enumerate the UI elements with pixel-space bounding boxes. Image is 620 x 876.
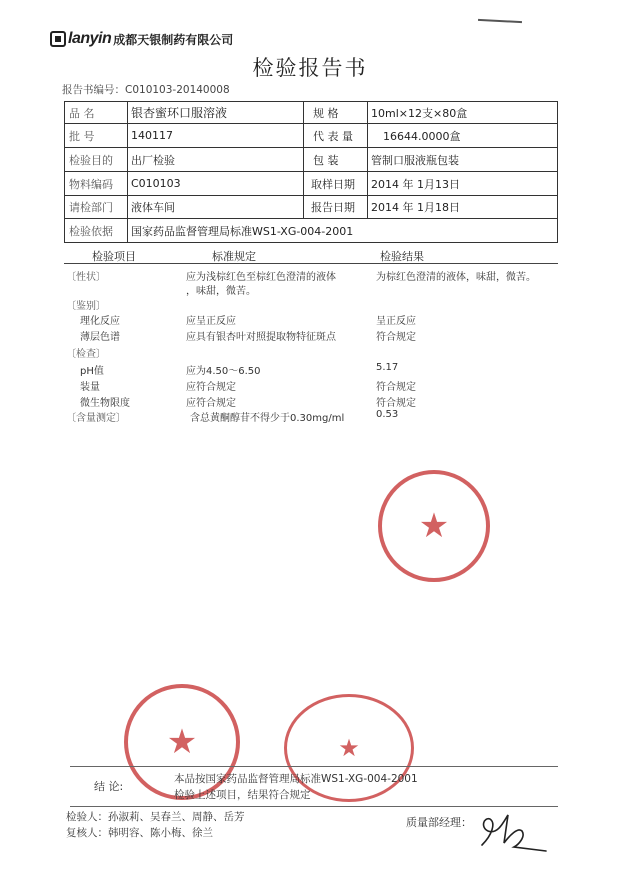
header-rule — [64, 263, 558, 264]
purpose-label: 检验目的 — [69, 153, 113, 167]
inspectors: 检验人：孙淑莉、吴春兰、周静、岳芳 — [66, 811, 245, 823]
micro-standard: 应符合规定 — [186, 398, 236, 409]
info-row — [65, 172, 557, 196]
info-row — [65, 148, 557, 172]
spec-value: 10ml×12支×80盒 — [371, 106, 468, 120]
micro-result: 符合规定 — [376, 398, 416, 409]
report-date-value: 2014 年 1月18日 — [371, 201, 460, 214]
batch-value: 140117 — [131, 129, 173, 142]
info-row — [65, 196, 557, 219]
col-result-header: 检验结果 — [380, 250, 424, 263]
report-date-label: 报告日期 — [311, 201, 355, 214]
spec-label: 规 格 — [313, 106, 339, 120]
trait-standard: 应为浅棕红色至棕红色澄清的液体 — [186, 272, 336, 283]
info-row — [65, 102, 557, 124]
sample-date-value: 2014 年 1月13日 — [371, 177, 460, 191]
assay-standard: 含总黄酮醇苷不得少于0.30mg/ml — [190, 413, 345, 424]
pen-mark — [478, 19, 522, 23]
company-logo — [50, 30, 233, 48]
ident1-result: 呈正反应 — [376, 316, 416, 327]
conclusion-rule — [70, 766, 558, 767]
manager-label: 质量部经理： — [406, 816, 472, 829]
material-value: C010103 — [131, 177, 181, 190]
info-table — [64, 101, 558, 243]
dept-label: 请检部门 — [69, 201, 113, 214]
ident1-standard: 应呈正反应 — [186, 316, 236, 327]
trait-standard-cont: ，味甜，微苦。 — [186, 286, 256, 297]
ident2-standard: 应具有银杏叶对照提取物特征斑点 — [186, 332, 336, 343]
ph-item: pH值 — [80, 366, 104, 377]
ident1-item: 理化反应 — [80, 316, 120, 327]
product-label: 品 名 — [69, 106, 95, 120]
check-section: 〔检查〕 — [66, 349, 106, 360]
pack-label: 包 装 — [313, 153, 339, 167]
ident2-result: 符合规定 — [376, 332, 416, 343]
fill-result: 符合规定 — [376, 382, 416, 393]
fill-standard: 应符合规定 — [186, 382, 236, 393]
qty-label: 代 表 量 — [313, 129, 353, 143]
info-row — [65, 219, 557, 242]
info-row — [65, 124, 557, 148]
star-icon: ★ — [338, 734, 360, 762]
ident-section: 〔鉴别〕 — [66, 301, 106, 312]
ph-standard: 应为4.50～6.50 — [186, 366, 261, 377]
trait-result: 为棕红色澄清的液体，味甜，微苦。 — [376, 272, 536, 283]
qty-value: 16644.0000盒 — [383, 129, 461, 143]
dept-value: 液体车间 — [131, 201, 175, 214]
pack-value: 管制口服液瓶包装 — [371, 153, 459, 167]
conclusion-line2: 检验上述项目，结果符合规定 — [174, 789, 311, 801]
product-value: 银杏蜜环口服溶液 — [131, 106, 228, 120]
assay-result: 0.53 — [376, 409, 399, 420]
material-label: 物料编码 — [69, 177, 113, 191]
conclusion-label: 结 论: — [94, 780, 124, 793]
batch-label: 批 号 — [69, 129, 95, 143]
star-icon: ★ — [166, 722, 198, 762]
reviewers: 复核人：韩明容、陈小梅、徐兰 — [66, 827, 213, 839]
logo-word: lanyin — [68, 30, 112, 47]
report-title: 检验报告书 — [252, 56, 368, 80]
ident2-item: 薄层色谱 — [80, 332, 120, 343]
logo-mark-icon — [50, 31, 66, 47]
company-name: 成都天银制药有限公司 — [113, 32, 234, 47]
company-seal-1 — [378, 470, 490, 582]
assay-section: 〔含量测定〕 — [66, 413, 126, 424]
manager-signature — [474, 805, 554, 855]
fill-item: 装量 — [80, 382, 100, 393]
ph-result: 5.17 — [376, 362, 399, 373]
basis-value: 国家药品监督管理局标准WS1-XG-004-2001 — [131, 224, 354, 238]
report-number: 报告书编号：C010103-20140008 — [62, 84, 230, 96]
trait-section: 〔性状〕 — [66, 272, 106, 283]
conclusion-line1: 本品按国家药品监督管理局标准WS1-XG-004-2001 — [174, 773, 418, 785]
micro-item: 微生物限度 — [80, 398, 130, 409]
star-icon: ★ — [418, 506, 450, 546]
col-item-header: 检验项目 — [92, 250, 136, 263]
purpose-value: 出厂检验 — [131, 153, 175, 167]
sample-date-label: 取样日期 — [311, 177, 355, 191]
col-standard-header: 标准规定 — [212, 250, 256, 263]
basis-label: 检验依据 — [69, 224, 113, 238]
